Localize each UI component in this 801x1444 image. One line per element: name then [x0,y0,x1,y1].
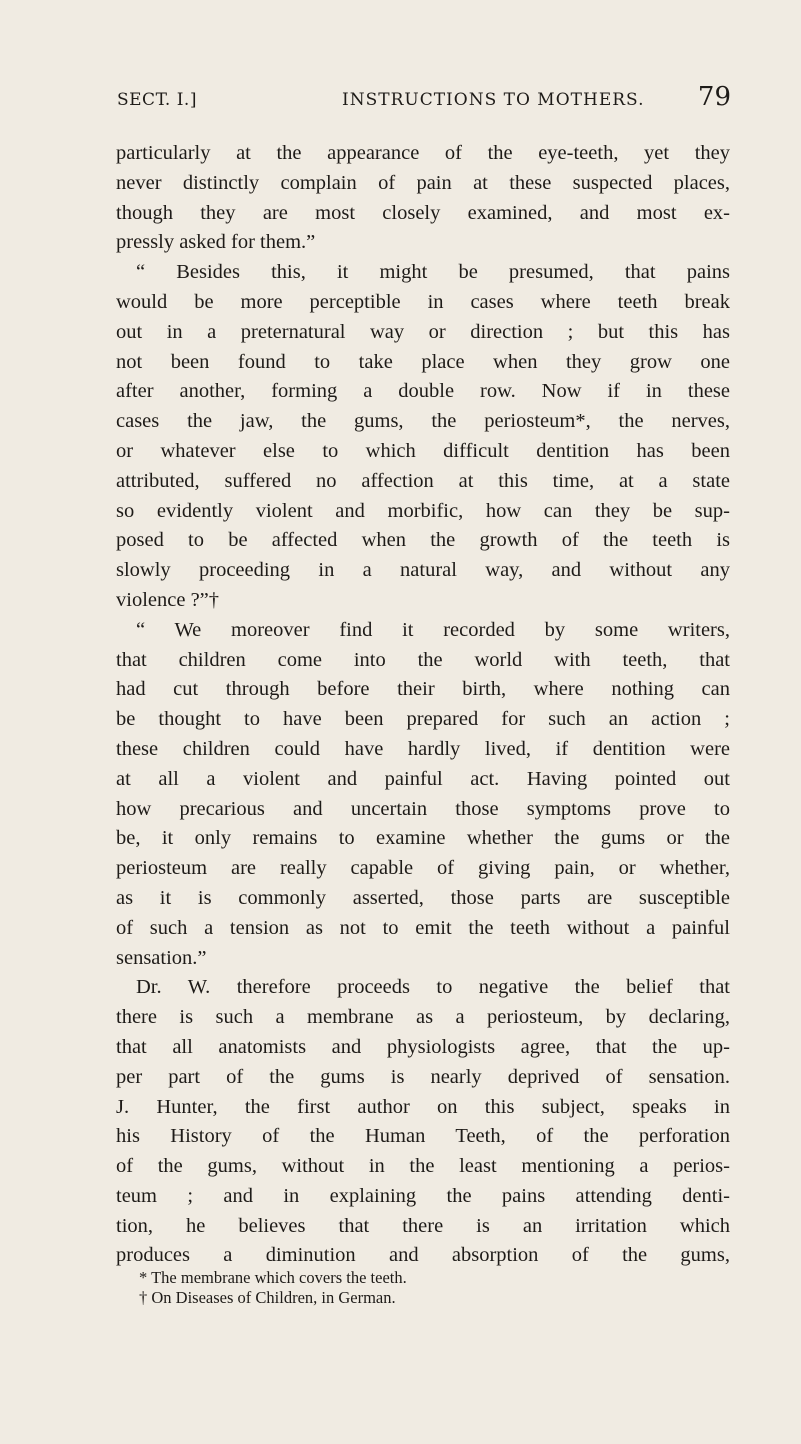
text-line: be, it only remains to examine whether the gums or the [116,827,730,850]
text-line: never distinctly complain of pain at these suspected places, [116,171,730,194]
text-line: these children could have hardly lived, if dentition were [116,737,730,760]
text-line: particularly at the appearance of the eye-teeth, yet they [116,142,730,164]
text-line: out in a preternatural way or direction ; but this has [116,320,730,343]
text-line: posed to be affected when the growth of the teeth is [116,529,730,552]
text-line: so evidently violent and morbific, how can they be sup- [116,499,730,522]
text-line: though they are most closely examined, and most ex- [116,201,730,224]
text-line: not been found to take place when they grow one [116,350,730,373]
text-line: teum ; and in explaining the pains attending denti- [116,1184,730,1207]
text-line: had cut through before their birth, where nothing can [116,678,730,701]
text-line: at all a violent and painful act. Having pointed out [116,767,730,790]
text-line: sensation.” [116,946,207,969]
text-line: be thought to have been prepared for such an action ; [116,708,730,731]
text-line: of such a tension as not to emit the teeth without a painful [116,916,730,939]
text-line: how precarious and uncertain those symptoms prove to [116,797,730,820]
text-line: “ Besides this, it might be presumed, that pains [136,261,730,284]
text-line: would be more perceptible in cases where teeth break [116,290,730,313]
footnotes [139,1268,699,1308]
text-line: of the gums, without in the least mentioning a perios- [116,1155,730,1178]
text-line: cases the jaw, the gums, the periosteum*, the nerves, [116,410,730,433]
text-line: as it is commonly asserted, those parts are susceptible [116,886,730,909]
section-label: SECT. I.] [117,90,197,110]
text-line: tion, he believes that there is an irritation which [116,1214,730,1237]
text-line: pressly asked for them.” [116,231,316,254]
body-text [116,139,730,1271]
text-line: Dr. W. therefore proceeds to negative the belief that [136,976,730,999]
text-line: periosteum are really capable of giving pain, or whether, [116,857,730,880]
text-line: produces a diminution and absorption of the gums, [116,1244,730,1267]
text-line: or whatever else to which difficult dentition has been [116,439,730,462]
running-header [117,82,737,126]
text-line: that all anatomists and physiologists agree, that the up- [116,1035,730,1058]
text-line: attributed, suffered no affection at this time, at a state [116,469,730,492]
text-line: per part of the gums is nearly deprived of sensation. [116,1065,730,1088]
text-line: there is such a membrane as a periosteum, by declaring, [116,1006,730,1029]
text-line: J. Hunter, the first author on this subject, speaks in [116,1095,730,1118]
text-line: that children come into the world with teeth, that [116,648,730,671]
footnote-2: † On Diseases of Children, in German. [139,1288,396,1307]
text-line: slowly proceeding in a natural way, and without any [116,559,730,582]
footnote-1: * The membrane which covers the teeth. [139,1268,407,1287]
text-line: “ We moreover find it recorded by some writers, [136,618,730,641]
page-number: 79 [697,82,731,112]
running-title: INSTRUCTIONS TO MOTHERS. [342,90,645,110]
text-line: after another, forming a double row. Now if in these [116,380,730,403]
text-line: violence ?”† [116,588,220,611]
text-line: his History of the Human Teeth, of the perforation [116,1125,730,1148]
